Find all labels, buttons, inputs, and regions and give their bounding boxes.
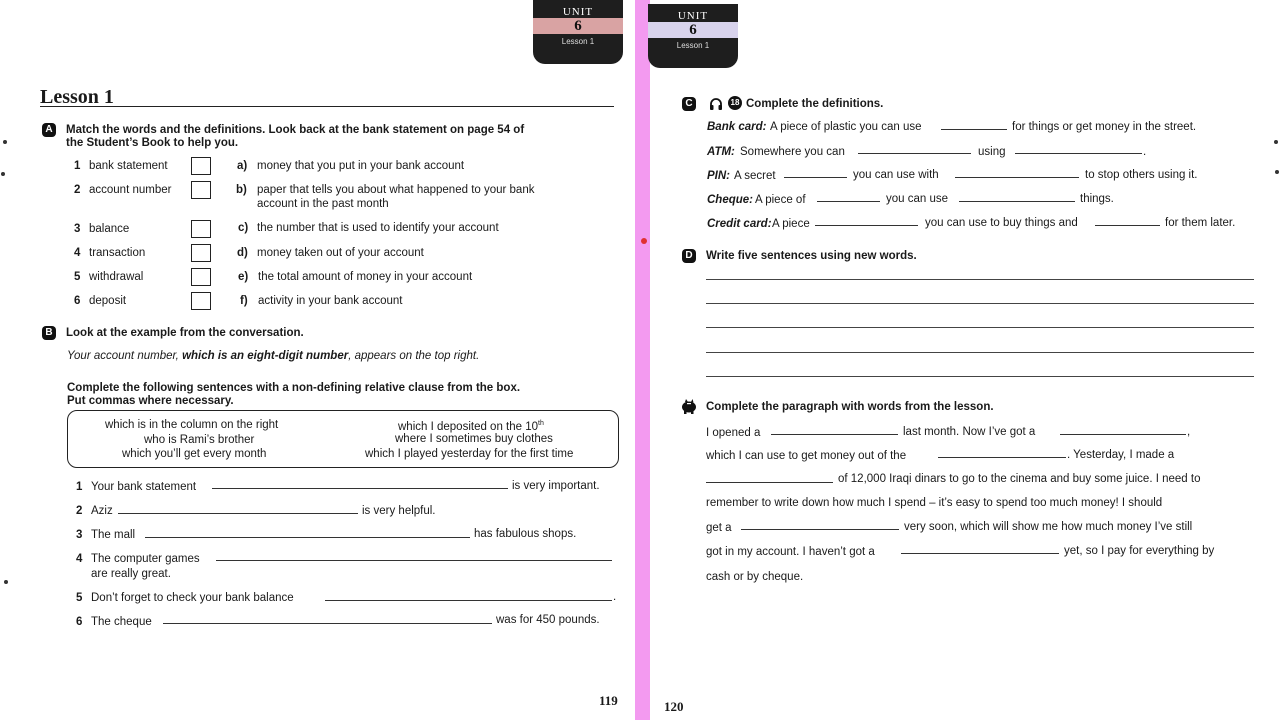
word-number: 2 [74, 184, 81, 196]
tab-lesson-label: Lesson 1 [676, 41, 710, 50]
sentence-number: 6 [76, 616, 83, 628]
writing-line[interactable] [706, 327, 1254, 328]
margin-speck [1274, 140, 1278, 144]
page-number-left: 119 [599, 693, 618, 708]
section-b-instruction2-line2: Put commas where necessary. [67, 395, 234, 407]
paragraph-text: got in my account. I haven’t got a [706, 546, 875, 558]
answer-line[interactable] [771, 434, 898, 435]
answer-line[interactable] [118, 513, 358, 514]
answer-line[interactable] [212, 488, 508, 489]
writing-line[interactable] [706, 376, 1254, 377]
section-b-instruction2-line1: Complete the following sentences with a non-defining relative clause from the box. [67, 382, 521, 394]
definition-text: the number that is used to identify your account [257, 222, 499, 234]
writing-line[interactable] [706, 279, 1254, 280]
sentence-start: Your bank statement [91, 481, 197, 493]
answer-box[interactable] [191, 181, 211, 199]
word-number: 1 [74, 160, 81, 172]
definition-text: you can use with [853, 169, 939, 181]
section-d-badge: D [682, 249, 696, 263]
definition-text: . [1143, 146, 1147, 158]
clause-left: which is in the column on the right [105, 419, 279, 431]
answer-line[interactable] [955, 177, 1079, 178]
answer-line[interactable] [784, 177, 847, 178]
definition-letter: d) [237, 247, 248, 259]
definition-text-cont: account in the past month [257, 198, 389, 210]
page-title: Lesson 1 [40, 86, 114, 108]
clause-right-main: which I deposited on the 10 [398, 420, 539, 433]
definition-text: activity in your bank account [258, 295, 403, 307]
title-rule [40, 106, 614, 107]
answer-box[interactable] [191, 220, 211, 238]
sentence-number: 3 [76, 529, 83, 541]
sentence-number: 5 [76, 592, 83, 604]
paragraph-text: I opened a [706, 427, 761, 439]
paragraph-text: very soon, which will show me how much money I’ve still [904, 521, 1193, 533]
word-item: transaction [89, 247, 146, 259]
sentence-start: Don’t forget to check your bank balance [91, 592, 294, 604]
writing-line[interactable] [706, 303, 1254, 304]
definition-text: Somewhere you can [740, 146, 845, 158]
definition-letter: b) [236, 184, 247, 196]
clause-right-sup: th [538, 420, 544, 427]
definition-letter: f) [240, 295, 248, 307]
paragraph-text: of 12,000 Iraqi dinars to go to the cinema and buy some juice. I need to [838, 473, 1201, 485]
answer-line[interactable] [858, 153, 971, 154]
definition-letter: e) [238, 271, 249, 283]
answer-line[interactable] [145, 537, 470, 538]
answer-line[interactable] [1095, 225, 1160, 226]
red-marker-dot [641, 238, 647, 244]
sentence-end: . [613, 591, 617, 603]
section-c-instruction: Complete the definitions. [746, 98, 884, 110]
definition-text: for them later. [1165, 217, 1236, 229]
word-item: bank statement [89, 160, 168, 172]
sentence-end: is very important. [512, 480, 600, 492]
section-e-instruction: Complete the paragraph with words from the lesson. [706, 401, 994, 413]
definition-text: for things or get money in the street. [1012, 121, 1197, 133]
answer-line[interactable] [216, 560, 612, 561]
paragraph-text: yet, so I pay for everything by [1064, 545, 1215, 557]
example-bold: which is an eight-digit number [182, 350, 349, 362]
section-a-instruction-line1: Match the words and the definitions. Look back at the bank statement on page 54 of [66, 124, 525, 136]
word-number: 6 [74, 295, 81, 307]
definition-term: Bank card: [707, 121, 767, 133]
definition-letter: a) [237, 160, 248, 172]
definition-text: A piece of plastic you can use [770, 121, 922, 133]
unit-tab-right [648, 4, 738, 68]
word-item: balance [89, 223, 130, 235]
word-number: 4 [74, 247, 81, 259]
answer-box[interactable] [191, 244, 211, 262]
margin-speck [4, 580, 8, 584]
definition-text: the total amount of money in your account [258, 271, 473, 283]
section-a-instruction-line2: the Student’s Book to help you. [66, 137, 239, 149]
unit-label: UNIT [562, 6, 594, 18]
answer-line[interactable] [941, 129, 1007, 130]
word-item: account number [89, 184, 172, 196]
definition-text: A piece [772, 218, 810, 230]
page-number-right: 120 [664, 699, 684, 714]
margin-speck [3, 140, 7, 144]
unit-number: 6 [533, 18, 623, 34]
paragraph-text: get a [706, 522, 732, 534]
sentence-end: has fabulous shops. [474, 528, 577, 540]
definition-term: Cheque: [707, 194, 753, 206]
definition-term: Credit card: [707, 218, 772, 230]
unit-label: UNIT [677, 10, 709, 22]
definition-term: PIN: [707, 170, 730, 182]
answer-line[interactable] [959, 201, 1075, 202]
paragraph-text: last month. Now I’ve got a [903, 426, 1036, 438]
answer-line[interactable] [325, 600, 612, 601]
answer-line[interactable] [163, 623, 492, 624]
word-number: 3 [74, 223, 81, 235]
answer-line[interactable] [817, 201, 880, 202]
answer-line[interactable] [815, 225, 918, 226]
sentence-end: was for 450 pounds. [496, 614, 600, 626]
answer-line[interactable] [1060, 434, 1186, 435]
margin-speck [1, 172, 5, 176]
unit-tab-left [533, 0, 623, 64]
word-number: 5 [74, 271, 81, 283]
clause-left: who is Rami’s brother [144, 434, 255, 446]
word-item: withdrawal [89, 271, 144, 283]
definition-text: to stop others using it. [1085, 169, 1198, 181]
definition-text: money taken out of your account [257, 247, 424, 259]
tab-lesson-label: Lesson 1 [561, 37, 595, 46]
definition-text: you can use [886, 193, 949, 205]
paragraph-text: cash or by cheque. [706, 571, 804, 583]
definition-text: you can use to buy things and [925, 217, 1078, 229]
example-end: , appears on the top right. [348, 350, 480, 362]
answer-box[interactable] [191, 157, 211, 175]
paragraph-text: which I can use to get money out of the [706, 450, 907, 462]
definition-text: A piece of [755, 194, 806, 206]
sentence-start: The cheque [91, 616, 152, 628]
definition-text: using [978, 146, 1006, 158]
writing-line[interactable] [706, 352, 1254, 353]
example-start: Your account number, [67, 350, 183, 362]
sentence-number: 4 [76, 553, 83, 565]
definition-text: A secret [734, 170, 776, 182]
sentence-end: is very helpful. [362, 505, 436, 517]
book-spine [635, 0, 650, 720]
answer-line[interactable] [938, 457, 1066, 458]
answer-line[interactable] [901, 553, 1059, 554]
answer-box[interactable] [191, 268, 211, 286]
section-c-badge: C [682, 97, 696, 111]
sentence-number: 1 [76, 481, 83, 493]
paragraph-text: remember to write down how much I spend – it’s easy to spend too much money! I should [706, 497, 1163, 509]
sentence-continuation: are really great. [91, 568, 171, 580]
unit-number: 6 [648, 22, 738, 38]
definition-text: paper that tells you about what happened to your bank [257, 184, 535, 196]
section-b-instruction: Look at the example from the conversation. [66, 327, 304, 339]
answer-box[interactable] [191, 292, 211, 310]
clause-right: where I sometimes buy clothes [395, 433, 553, 445]
definition-letter: c) [238, 222, 249, 234]
sentence-start: Aziz [91, 505, 113, 517]
sentence-start: The computer games [91, 553, 200, 565]
clause-left: which you’ll get every month [122, 448, 267, 460]
right-page [650, 0, 1280, 720]
definition-term: ATM: [707, 146, 735, 158]
answer-line[interactable] [706, 482, 833, 483]
margin-speck [1275, 170, 1279, 174]
definition-text: money that you put in your bank account [257, 160, 465, 172]
sentence-number: 2 [76, 505, 83, 517]
answer-line[interactable] [1015, 153, 1142, 154]
headphones-icon [709, 97, 723, 111]
piggy-bank-icon [680, 398, 698, 414]
paragraph-text: , [1187, 426, 1191, 438]
example-sentence [67, 349, 479, 363]
answer-line[interactable] [741, 529, 899, 530]
word-item: deposit [89, 295, 127, 307]
definition-text: things. [1080, 193, 1114, 205]
sentence-start: The mall [91, 529, 136, 541]
audio-track-number: 18 [728, 96, 742, 110]
section-d-instruction: Write five sentences using new words. [706, 250, 917, 262]
section-b-badge: B [42, 326, 56, 340]
clause-right: which I played yesterday for the first time [365, 448, 574, 460]
paragraph-text: . Yesterday, I made a [1067, 449, 1175, 461]
section-a-badge: A [42, 123, 56, 137]
